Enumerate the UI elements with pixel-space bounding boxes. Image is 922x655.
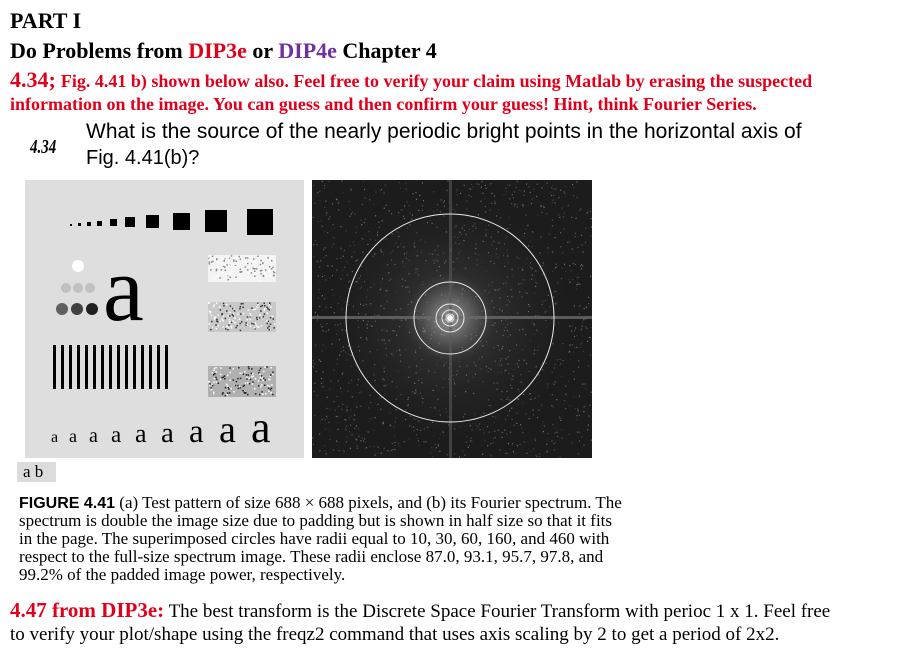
row-a-5: a xyxy=(135,419,147,448)
problem-447-line2: to verify your plot/shape using the freqz2 command that uses axis scaling by 2 to get a period of 2x2. xyxy=(10,624,780,645)
caption-text-1: (a) Test pattern of size 688 × 688 pixels, and (b) its Fourier spectrum. The xyxy=(119,493,622,512)
row-a-2: a xyxy=(69,426,77,446)
chapter-text: Chapter 4 xyxy=(342,38,437,63)
problem-447-line1 xyxy=(10,598,830,623)
row-a-3: a xyxy=(89,425,98,447)
part-heading: PART I xyxy=(10,8,82,33)
caption-line-4: respect to the full-size spectrum image. These radii enclose 87.0, 93.1, 95.7, 97.8, and xyxy=(19,547,604,566)
caption-figure-label: FIGURE 4.41 xyxy=(19,495,116,512)
book-problem-number: 4.34 xyxy=(30,136,57,158)
row-a-7: a xyxy=(189,414,204,450)
row-a-8: a xyxy=(219,409,236,451)
book-question-line1: What is the source of the nearly periodic bright points in the horizontal axis of xyxy=(86,120,802,143)
row-a-1: a xyxy=(51,429,59,446)
test-pattern-svg xyxy=(25,180,304,458)
problem-434-number: 4.34; xyxy=(10,67,56,92)
dip3e-text: DIP3e xyxy=(188,38,247,63)
panel-labels: a b xyxy=(17,462,56,482)
caption-line-2: spectrum is double the image size due to padding but is shown in half size so that it fits xyxy=(19,511,613,530)
fourier-spectrum-svg xyxy=(312,180,592,458)
fourier-spectrum-image xyxy=(312,180,592,458)
or-text: or xyxy=(252,38,273,63)
problem-434-instructions: Fig. 4.41 b) shown below also. Feel free to verify your claim using Matlab by erasing the suspected xyxy=(60,71,813,91)
problems-heading xyxy=(10,38,437,64)
test-pattern-image xyxy=(25,180,304,458)
caption-line-5: 99.2% of the padded image power, respectively. xyxy=(19,565,346,584)
problem-434-line1 xyxy=(10,67,812,93)
caption-line-1 xyxy=(19,493,622,513)
big-a-glyph: a xyxy=(103,238,144,340)
row-a-6: a xyxy=(161,417,174,449)
problem-434-line2: information on the image. You can guess and then confirm your guess! Hint, think Fourier Series. xyxy=(10,94,757,114)
problem-447-text: The best transform is the Discrete Space Fourier Transform with perioc 1 x 1. Feel free xyxy=(164,601,831,622)
row-a-4: a xyxy=(111,422,122,447)
do-problems-text: Do Problems from xyxy=(10,38,183,63)
caption-line-3: in the page. The superimposed circles have radii equal to 10, 30, 60, 160, and 460 with xyxy=(19,529,610,548)
problem-447-heading: 4.47 from DIP3e: xyxy=(10,598,165,622)
row-a-9: a xyxy=(251,403,271,452)
dip4e-text: DIP4e xyxy=(278,38,337,63)
book-question-line2: Fig. 4.41(b)? xyxy=(86,147,200,169)
